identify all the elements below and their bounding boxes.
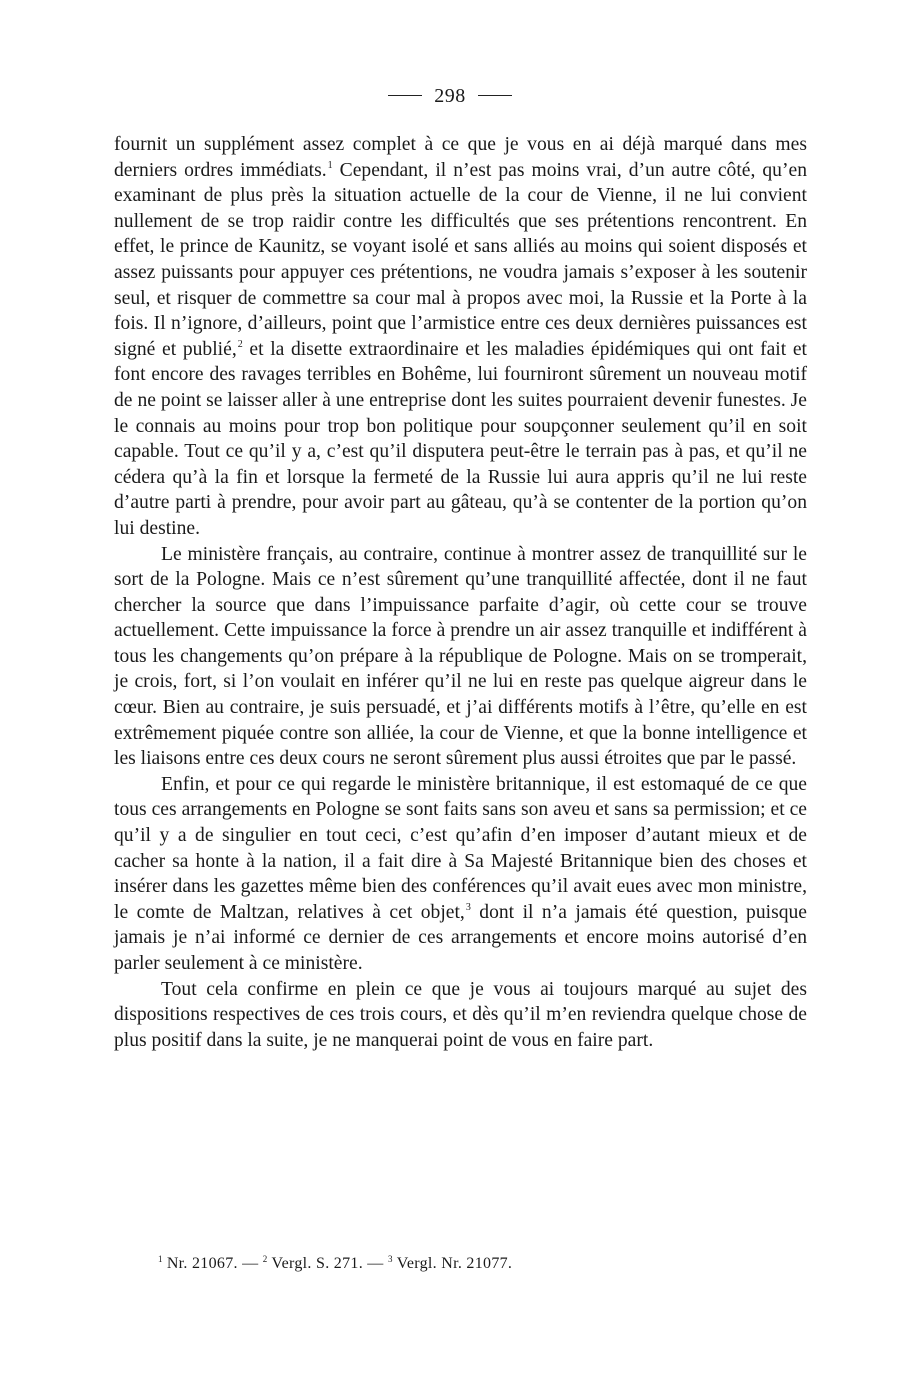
header-rule-right (478, 95, 512, 96)
footnote-marker: 1 (327, 159, 333, 171)
footnote-2 (263, 1255, 384, 1272)
footnote-marker: 3 (465, 901, 471, 913)
footnote-text: Vergl. Nr. 21077. (396, 1255, 513, 1272)
paragraph-4: Tout cela confirme en plein ce que je vous ai toujours marqué au sujet des dispositions respectives de ces trois cours, et dès qu’il m’en reviendra quelque chose de plus positif dans la suite, je ne manquerai point de vous en faire part. (114, 978, 807, 1051)
footnote-3 (388, 1255, 512, 1272)
footnote-mark: 1 (158, 1254, 163, 1264)
header-rule-left (388, 95, 422, 96)
footnotes (158, 1253, 798, 1275)
footnote-text: Vergl. S. 271. — (271, 1255, 384, 1272)
footnote-mark: 2 (262, 1254, 268, 1264)
paragraph-text: fournit un supplément assez complet à ce que je vous en ai déjà marqué dans mes derniers ordres immédiats. (114, 134, 807, 181)
paragraph-1 (114, 132, 807, 542)
paragraph-2: Le ministère français, au contraire, continue à montrer assez de tranquillité sur le sort de la Pologne. Mais ce n’est sûrement qu’une tranquillité affectée, dont il ne faut chercher la source que dans l’impuissance parfaite d’agir, où cette cour se trouve actuellement. Cette impuissance la force à prendre un air assez tranquille et indifférent à tous les changements qu’on prépare à la république de Pologne. Mais on se tromperait, je crois, fort, si l’on voulait en inférer qu’il ne lui en reste pas quelque aigreur dans le cœur. Bien au contraire, je suis persuadé, et j’ai différents motifs à l’être, qu’elle en est extrêmement piquée contre son alliée, la cour de Vienne, et que la bonne intelligence et les liaisons entre ces deux cours ne seront sûrement plus aussi étroites que par le passé. (114, 543, 807, 770)
paragraph-text: Cependant, il n’est pas moins vrai, d’un autre côté, qu’en examinant de plus près la situation actuelle de la cour de Vienne, il ne lui convient nullement de se trop raidir contre les difficultés que ses prétentions rencontrent. En effet, le prince de Kaunitz, se voyant isolé et sans alliés au moins qui soient disposés et assez puissants pour appuyer ces prétentions, ne voudra jamais s’exposer à les soutenir seul, et risquer de commettre sa cour mal à propos avec moi, la Russie et la Porte à la fois. Il n’ignore, d’ailleurs, point que l’armistice entre ces deux dernières puissances est signé et publié, (114, 159, 807, 360)
paragraph-text: Enfin, et pour ce qui regarde le ministère britannique, il est estomaqué de ce que tous ces arrangements en Pologne se sont faits sans son aveu et sans sa permission; et ce qu’il y a de singulier en tout ceci, c’est qu’afin d’en imposer d’autant mieux et de cacher sa honte à la nation, il a fait dire à Sa Majesté Britannique bien des choses et insérer dans les gazettes même bien des conférences qu’il avait eues avec mon ministre, le comte de Maltzan, relatives à cet objet, (114, 773, 807, 923)
footnote-text: Nr. 21067. — (166, 1255, 259, 1272)
body-text (114, 132, 807, 1053)
footnote-1 (158, 1255, 258, 1272)
paragraph-text: dont il n’a jamais été question, puisque jamais je n’ai informé ce dernier de ces arrangements et encore moins autorisé d’en parler seulement à ce ministère. (114, 901, 808, 974)
page-header (0, 84, 900, 108)
paragraph-3 (114, 772, 807, 977)
footnote-marker: 2 (237, 338, 243, 350)
page-number: 298 (434, 85, 466, 107)
footnote-mark: 3 (387, 1254, 393, 1264)
paragraph-text: et la disette extraordinaire et les maladies épidémiques qui ont fait et font encore des ravages terribles en Bohême, lui fourniront sûrement un nouveau motif de ne point se laisser aller à une entreprise dont les suites pourraient devenir funestes. Je le connais au moins pour trop bon politique pour soupçonner seulement qu’il en soit capable. Tout ce qu’il y a, c’est qu’il disputera peut-être le terrain pas à pas, et qu’il ne cédera qu’à la fin et lorsque la fermeté de la Russie lui aura appris qu’il ne lui reste d’autre parti à prendre, pour avoir part au gâteau, qu’à se contenter de la portion qu’on lui destine. (114, 338, 807, 539)
